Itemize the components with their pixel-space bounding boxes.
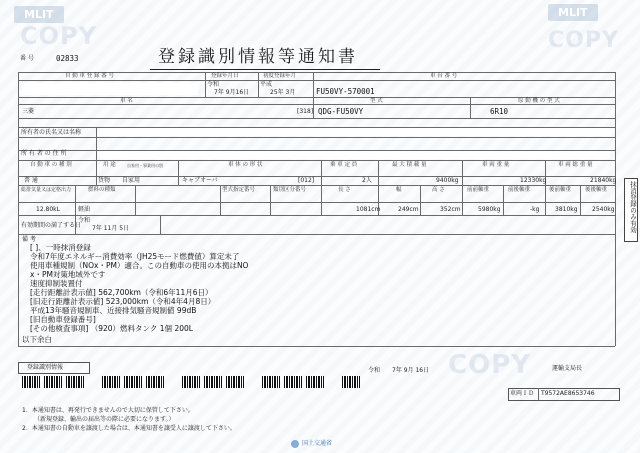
weight-label: 車 両 重 量: [482, 162, 510, 168]
engine-value: 6R10: [490, 107, 509, 116]
spec-label: 型式指定番号: [222, 187, 256, 193]
maker-value: 三菱: [22, 108, 35, 115]
footer-note: 2．本通知書の自動車を譲渡した場合は、本通知書を譲受人に譲渡して下さい。: [22, 425, 236, 432]
copy-watermark-left: COPY: [20, 22, 97, 50]
issue-date: 7年 9月 16日: [392, 367, 430, 374]
first-reg-value: 25年 3月: [270, 89, 296, 96]
registration-id-label: 登録識別情報: [27, 364, 64, 371]
reg-date-label: 登録年月日: [211, 73, 239, 79]
fr-label: 前後軸重: [508, 187, 531, 193]
copy-watermark-right: COPY: [548, 28, 619, 53]
remark-line: 以下余白: [22, 335, 52, 344]
vehicle-id-label: 車両ＩＤ: [510, 390, 535, 397]
fr-value: -kg: [530, 206, 540, 213]
mlit-badge-left: MLIT: [14, 6, 64, 23]
owner-name-label: 所有者の氏名又は名称: [21, 129, 82, 136]
max-load-label: 最 大 積 載 量: [392, 162, 427, 168]
capacity-label: 乗 車 定 員: [330, 162, 358, 168]
fuel-value: 軽油: [78, 206, 91, 213]
expiry-date: 7年 11月 5日: [92, 225, 130, 232]
engine-label: 原 動 機 の 型 式: [518, 98, 560, 104]
remark-line: [旧走行距離計表示値] 523,000km（令和4年4月8日）: [30, 297, 216, 306]
rf-label: 後前軸重: [549, 187, 572, 193]
length-label: 長 さ: [338, 187, 351, 193]
ministry-name: 国土交通省: [302, 440, 333, 447]
chassis-label: 車 台 番 号: [430, 73, 458, 79]
weight-value: 12330kg: [520, 177, 547, 184]
registration-barcode: [22, 376, 362, 388]
fuel-label: 燃料の種類: [88, 187, 116, 193]
expiry-label: 有効期間の満了する日: [21, 222, 82, 229]
use-label: 用 途: [103, 162, 116, 168]
body-label: 車 体 の 形 状: [228, 162, 263, 168]
issue-era: 令和: [368, 367, 381, 374]
height-value: 352cm: [440, 206, 461, 213]
copy-watermark-bottom: COPY: [448, 350, 532, 380]
remark-line: 令和7年度エネルギー消費効率（JH25モード燃費値）算定未了: [30, 252, 240, 261]
owner-address-label: 所 有 者 の 住 所: [21, 150, 67, 157]
footer-note: （新規登録、輸出の届出等の際に必要になります。）: [34, 416, 175, 423]
displacement-label: 総排気量又は定格出力: [21, 187, 72, 193]
type-code: [318]: [297, 108, 314, 115]
type-label: 型 式: [370, 98, 383, 104]
rr-label: 後後軸重: [585, 187, 608, 193]
reg-date-value: 7年 9月16日: [214, 89, 250, 96]
remark-line: x・PM対策地域外です: [30, 270, 106, 279]
remarks-label: 備 考: [22, 236, 36, 243]
kind-label: 自 動 車 の 種 別: [30, 162, 72, 168]
number-label: 番 号: [20, 55, 34, 62]
redacted-owner-name: [100, 128, 610, 136]
document-title: 登録識別情報等通知書: [158, 47, 358, 67]
reg-era: 令和: [207, 81, 220, 88]
maker-label: 車 名: [120, 98, 133, 104]
remark-line: [その他検査事項] （920）燃料タンク 1個 200L: [30, 324, 193, 333]
expiry-era: 令和: [78, 217, 91, 224]
redacted-registration-number: [22, 83, 198, 95]
side-stamp: 抹消登録のみ有効: [624, 178, 638, 242]
title-underline: [150, 69, 380, 70]
remark-line: [走行距離計表示値] 562,700km（令和6年11月6日）: [30, 288, 213, 297]
height-label: 高 さ: [432, 187, 445, 193]
type-value: QDG-FU50VY: [318, 107, 364, 116]
rf-value: 3810kg: [555, 206, 578, 213]
number-value: 02833: [56, 54, 79, 63]
rr-value: 2540kg: [592, 206, 615, 213]
body-code: [012]: [298, 177, 315, 184]
first-reg-era: 平成: [260, 81, 273, 88]
office-title: 運輸支局長: [552, 365, 583, 372]
private-value: 自家用: [122, 177, 141, 184]
ministry-emblem-icon: [291, 440, 299, 448]
displacement-value: 12.80kL: [36, 206, 60, 213]
width-value: 249cm: [398, 206, 419, 213]
mlit-badge-right: MLIT: [548, 4, 598, 21]
reg-no-label: 自 動 車 登 録 番 号: [65, 73, 114, 79]
width-label: 幅: [396, 187, 402, 193]
remark-line: 使用車種規制（NOx・PM）適合。この自動車の使用の本拠はNO: [30, 261, 249, 270]
redacted-owner-address: [100, 151, 610, 159]
remark-line: 速度抑制装置付: [30, 279, 83, 288]
gross-value: 21840kg: [590, 177, 617, 184]
use-sub-label: 自家用・事業用の別: [127, 163, 163, 168]
ff-label: 前前軸重: [467, 187, 490, 193]
kind-value: 普 通: [24, 177, 38, 184]
first-reg-label: 初度登録年月: [263, 73, 297, 79]
chassis-number: FU50VY-570001: [316, 87, 375, 96]
use-value: 貨物: [98, 177, 111, 184]
body-value: キャブオーバ: [182, 177, 218, 184]
max-load-value: 9400kg: [436, 177, 459, 184]
vehicle-id-value: T9572AE8653746: [541, 390, 595, 397]
remark-line: 平成13年騒音規制車、近接排気騒音規制値 99dB: [30, 306, 197, 315]
footer-note: 1．本通知書は、再発行できませんので大切に保管して下さい。: [22, 407, 194, 414]
length-value: 1081cm: [356, 206, 381, 213]
remark-line: [ ]、一時抹消登録: [30, 243, 91, 252]
gross-label: 車 両 総 重 量: [558, 162, 593, 168]
remark-line: [旧自動車登録番号]: [30, 315, 96, 324]
ff-value: 5980kg: [478, 206, 501, 213]
capacity-value: 2人: [362, 177, 372, 184]
class-label: 類別区分番号: [273, 187, 307, 193]
